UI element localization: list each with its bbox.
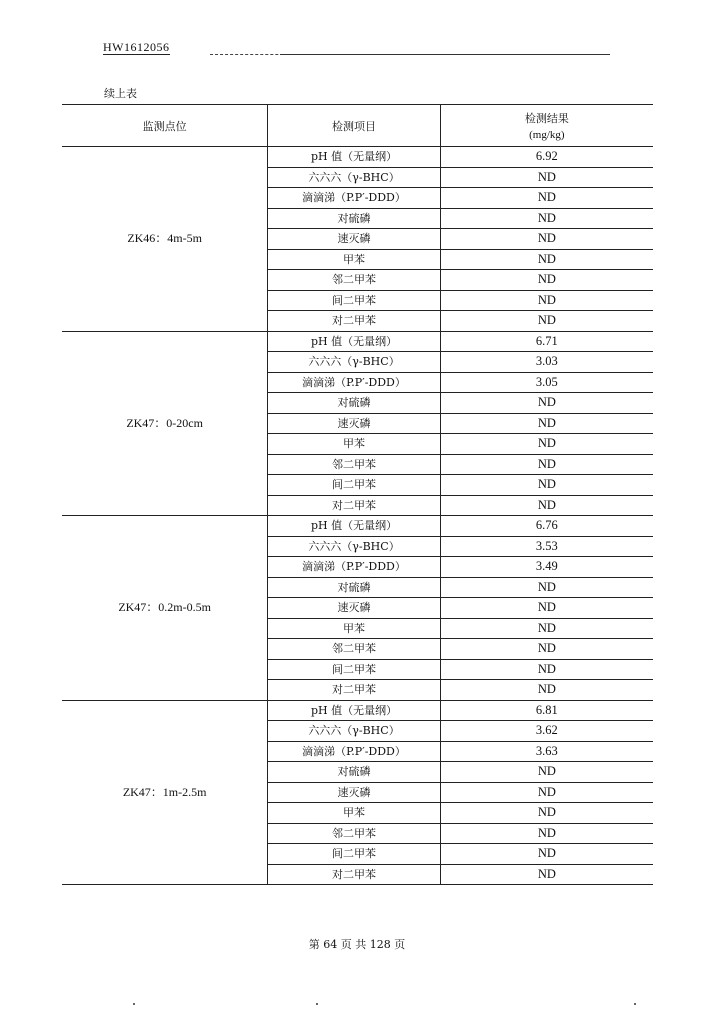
- monitoring-point-cell: ZK46：4m-5m: [62, 147, 268, 332]
- test-item-cell: 间二甲苯: [268, 844, 440, 865]
- test-result-cell: ND: [440, 434, 653, 455]
- monitoring-point-cell: ZK47：0-20cm: [62, 331, 268, 516]
- test-item-cell: pH 值（无量纲）: [268, 516, 440, 537]
- test-item-cell: 速灭磷: [268, 413, 440, 434]
- test-item-cell: 滴滴涕（P.P′-DDD）: [268, 557, 440, 578]
- column-header-item: 检测项目: [268, 105, 440, 147]
- column-header-result-label: 检测结果: [524, 112, 569, 125]
- test-item-cell: 六六六（γ-BHC）: [268, 352, 440, 373]
- test-result-cell: ND: [440, 413, 653, 434]
- continued-label: 续上表: [104, 87, 137, 100]
- test-item-cell: 六六六（γ-BHC）: [268, 536, 440, 557]
- test-result-cell: ND: [440, 844, 653, 865]
- test-result-cell: ND: [440, 311, 653, 332]
- test-item-cell: 甲苯: [268, 618, 440, 639]
- test-result-cell: ND: [440, 475, 653, 496]
- test-result-cell: ND: [440, 495, 653, 516]
- column-header-result-unit: (mg/kg): [529, 129, 565, 141]
- test-result-cell: ND: [440, 762, 653, 783]
- test-item-cell: 间二甲苯: [268, 290, 440, 311]
- test-result-cell: ND: [440, 659, 653, 680]
- test-result-cell: ND: [440, 618, 653, 639]
- test-result-cell: 3.05: [440, 372, 653, 393]
- table-row: [62, 700, 653, 721]
- monitoring-point-cell: ZK47：1m-2.5m: [62, 700, 268, 885]
- column-header-point: 监测点位: [62, 105, 268, 147]
- test-result-cell: 6.92: [440, 147, 653, 168]
- document-id: HW1612056: [103, 40, 170, 54]
- table-header-row: [62, 105, 653, 147]
- test-result-cell: ND: [440, 680, 653, 701]
- test-result-cell: ND: [440, 803, 653, 824]
- test-result-cell: ND: [440, 188, 653, 209]
- test-result-cell: ND: [440, 864, 653, 885]
- test-item-cell: 邻二甲苯: [268, 639, 440, 660]
- column-header-result: [440, 105, 653, 147]
- test-result-cell: 3.49: [440, 557, 653, 578]
- test-result-cell: ND: [440, 393, 653, 414]
- test-result-cell: 3.53: [440, 536, 653, 557]
- test-result-cell: ND: [440, 208, 653, 229]
- test-item-cell: 邻二甲苯: [268, 823, 440, 844]
- monitoring-point-cell: ZK47：0.2m-0.5m: [62, 516, 268, 701]
- scan-speck: [316, 1003, 318, 1005]
- test-item-cell: pH 值（无量纲）: [268, 700, 440, 721]
- test-item-cell: 间二甲苯: [268, 475, 440, 496]
- test-result-cell: ND: [440, 639, 653, 660]
- test-item-cell: 六六六（γ-BHC）: [268, 167, 440, 188]
- test-result-cell: ND: [440, 249, 653, 270]
- monitoring-results-table: [62, 104, 653, 885]
- test-result-cell: ND: [440, 454, 653, 475]
- page-number: 第 64 页 共 128 页: [308, 938, 406, 951]
- test-result-cell: 3.03: [440, 352, 653, 373]
- table-row: [62, 331, 653, 352]
- test-item-cell: 对硫磷: [268, 762, 440, 783]
- test-item-cell: 速灭磷: [268, 229, 440, 250]
- test-result-cell: ND: [440, 229, 653, 250]
- test-item-cell: 滴滴涕（P.P′-DDD）: [268, 741, 440, 762]
- test-item-cell: 对二甲苯: [268, 864, 440, 885]
- test-result-cell: ND: [440, 270, 653, 291]
- test-item-cell: 对硫磷: [268, 577, 440, 598]
- test-result-cell: 3.62: [440, 721, 653, 742]
- scan-speck: [634, 1003, 636, 1005]
- test-item-cell: pH 值（无量纲）: [268, 147, 440, 168]
- test-item-cell: 对二甲苯: [268, 495, 440, 516]
- test-result-cell: ND: [440, 167, 653, 188]
- test-item-cell: 邻二甲苯: [268, 454, 440, 475]
- test-item-cell: 对硫磷: [268, 208, 440, 229]
- scan-speck: [133, 1003, 135, 1005]
- table-row: [62, 147, 653, 168]
- test-result-cell: ND: [440, 290, 653, 311]
- test-item-cell: 邻二甲苯: [268, 270, 440, 291]
- table-row: [62, 516, 653, 537]
- test-item-cell: pH 值（无量纲）: [268, 331, 440, 352]
- test-item-cell: 六六六（γ-BHC）: [268, 721, 440, 742]
- test-item-cell: 滴滴涕（P.P′-DDD）: [268, 188, 440, 209]
- test-item-cell: 对二甲苯: [268, 311, 440, 332]
- test-item-cell: 甲苯: [268, 434, 440, 455]
- test-result-cell: 6.71: [440, 331, 653, 352]
- test-result-cell: 3.63: [440, 741, 653, 762]
- test-result-cell: ND: [440, 577, 653, 598]
- test-item-cell: 速灭磷: [268, 598, 440, 619]
- test-item-cell: 速灭磷: [268, 782, 440, 803]
- table-body: [62, 147, 653, 885]
- header-rule: [280, 54, 610, 55]
- test-result-cell: ND: [440, 782, 653, 803]
- test-result-cell: ND: [440, 598, 653, 619]
- test-result-cell: 6.81: [440, 700, 653, 721]
- test-item-cell: 间二甲苯: [268, 659, 440, 680]
- test-result-cell: 6.76: [440, 516, 653, 537]
- test-result-cell: ND: [440, 823, 653, 844]
- table-header: [62, 105, 653, 147]
- test-item-cell: 滴滴涕（P.P′-DDD）: [268, 372, 440, 393]
- test-item-cell: 甲苯: [268, 803, 440, 824]
- test-item-cell: 对硫磷: [268, 393, 440, 414]
- test-item-cell: 对二甲苯: [268, 680, 440, 701]
- test-item-cell: 甲苯: [268, 249, 440, 270]
